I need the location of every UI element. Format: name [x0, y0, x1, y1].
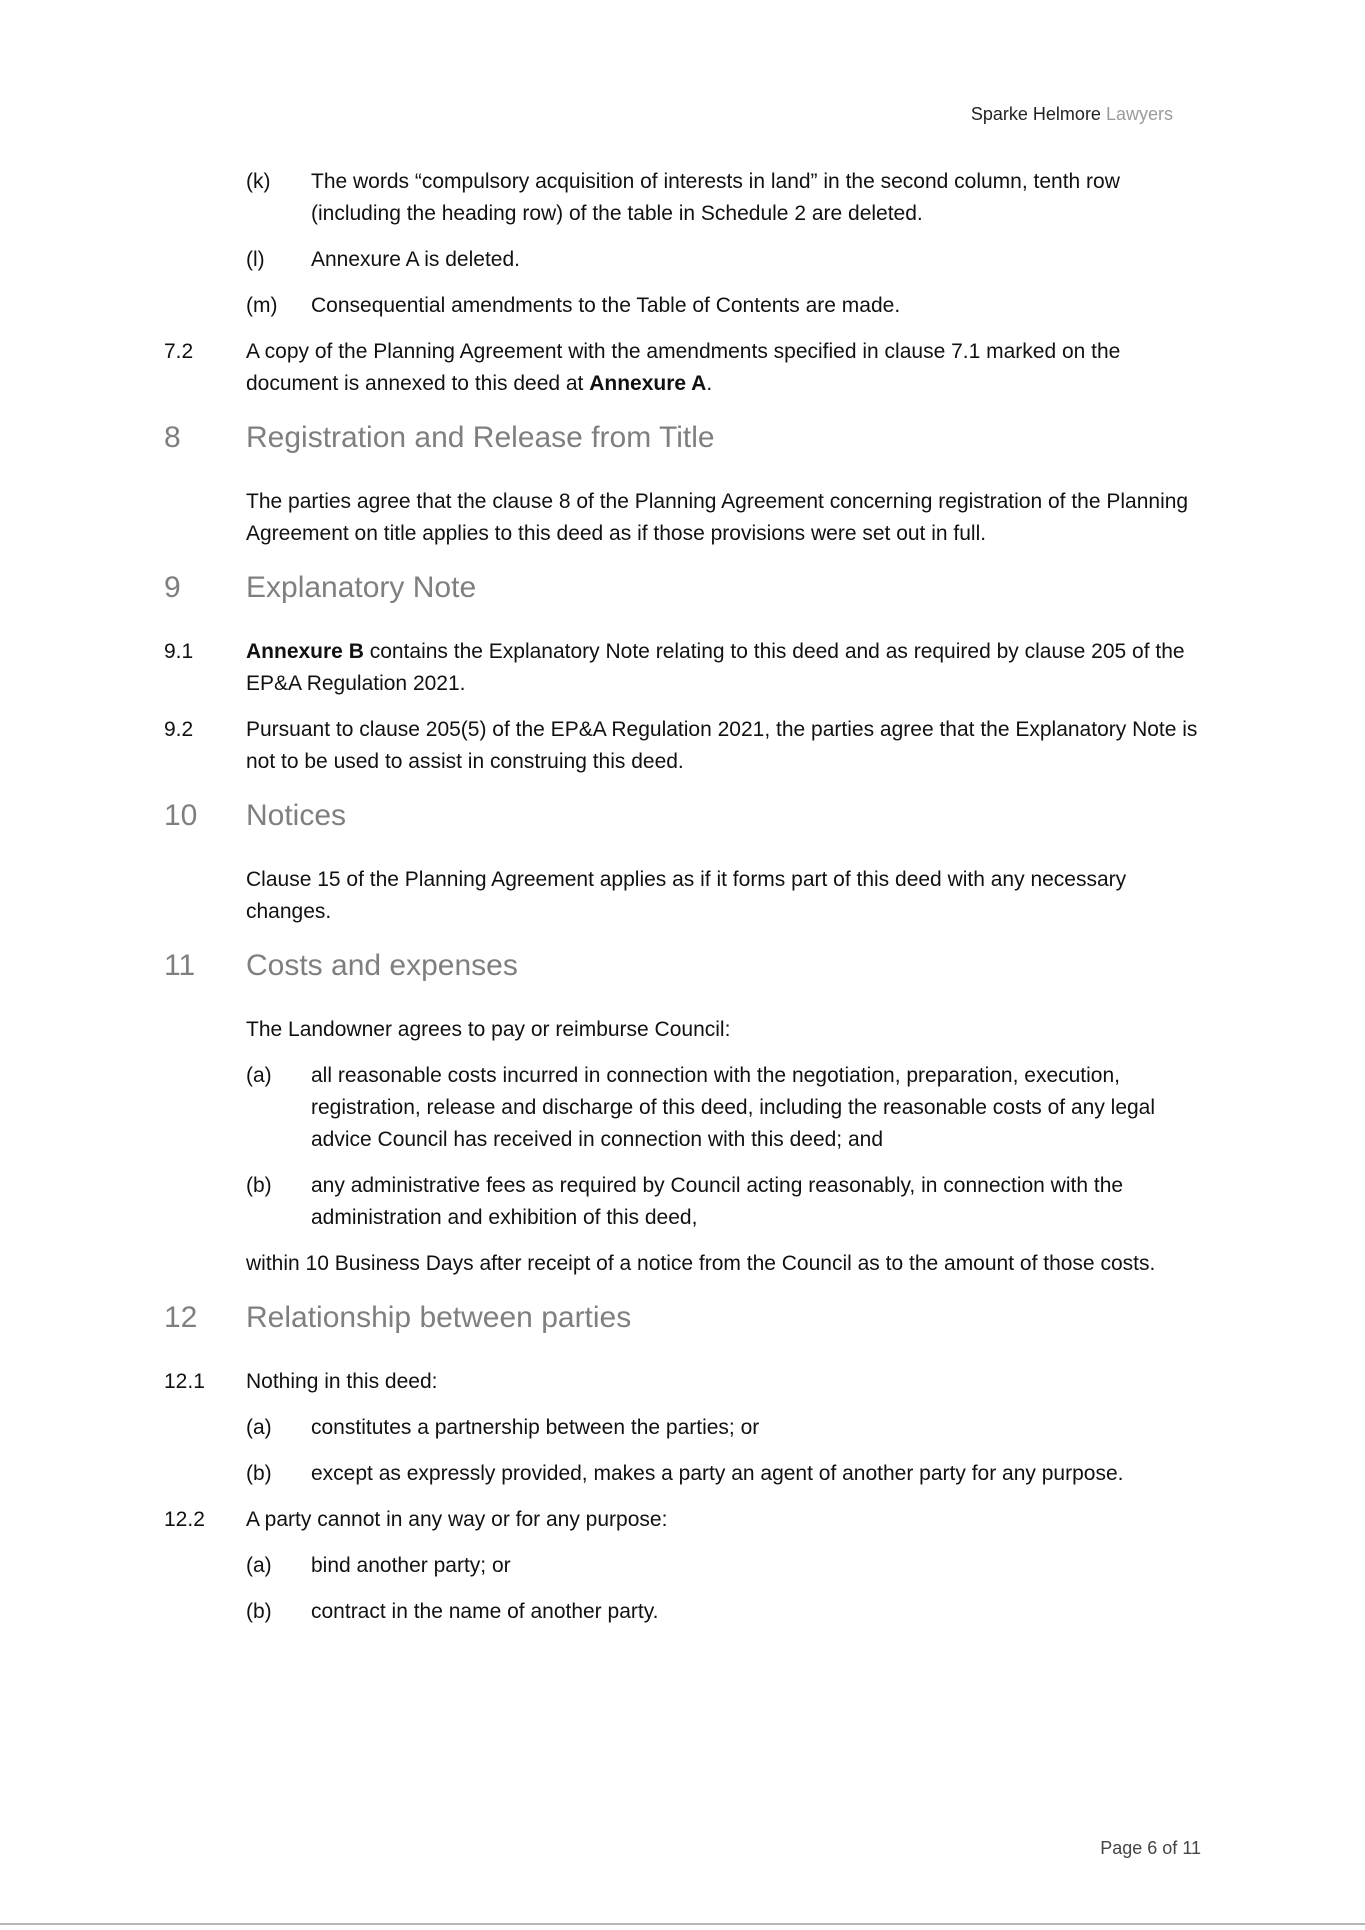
page-header: [971, 104, 1173, 125]
clause-text: Pursuant to clause 205(5) of the EP&A Regulation 2021, the parties agree that the Explanatory Note is not to be used to assist in construing this deed.: [246, 718, 1198, 773]
list-item: [0, 244, 1201, 276]
list-item-label: (a): [246, 1554, 272, 1577]
list-item: [0, 1060, 1201, 1156]
clause-12-2: [0, 1504, 1206, 1536]
list-item-text: The words “compulsory acquisition of interests in land” in the second column, tenth row (including the heading row) of the table in Schedule 2 are deleted.: [311, 170, 1120, 225]
clause-bold-ref: Annexure B: [246, 640, 364, 663]
list-item-label: (k): [246, 170, 271, 193]
list-item-label: (b): [246, 1174, 272, 1197]
list-item-text: except as expressly provided, makes a party an agent of another party for any purpose.: [311, 1462, 1124, 1485]
section-number: 10: [164, 799, 198, 832]
list-item-text: bind another party; or: [311, 1554, 511, 1577]
clause-12-1: [0, 1366, 1206, 1398]
document-body: [0, 166, 1365, 1642]
section-heading: [0, 568, 1365, 608]
clause-7-2: [0, 336, 1206, 400]
list-item-text: Annexure A is deleted.: [311, 248, 520, 271]
list-item-label: (a): [246, 1064, 272, 1087]
list-item-text: constitutes a partnership between the parties; or: [311, 1416, 760, 1439]
header-firm-name: Sparke Helmore: [970, 104, 1101, 124]
list-item: [0, 1550, 1201, 1582]
list-item-label: (l): [246, 248, 265, 271]
section-heading: [0, 946, 1365, 986]
page-bottom-divider: [0, 1923, 1365, 1925]
clause-number: 9.1: [164, 640, 194, 663]
section-intro: The Landowner agrees to pay or reimburse Council:: [246, 1018, 731, 1041]
clause-number: 9.2: [164, 718, 194, 741]
section-title: Costs and expenses: [246, 949, 518, 982]
list-item-label: (b): [246, 1462, 272, 1485]
clause-text-end: .: [706, 372, 713, 395]
section-number: 8: [164, 421, 181, 454]
list-item: [0, 166, 1201, 230]
header-firm-suffix: Lawyers: [1105, 104, 1173, 124]
section-heading: [0, 1298, 1365, 1338]
list-item: [0, 1596, 1201, 1628]
section-number: 12: [164, 1301, 198, 1334]
list-item-text: all reasonable costs incurred in connection with the negotiation, preparation, execution, registration, release and discharge of this deed, including the reasonable costs of any legal advice Council has received in connection with this deed; and: [311, 1064, 1156, 1151]
list-item: [0, 1412, 1201, 1444]
list-item: [0, 290, 1201, 322]
list-item-label: (m): [246, 294, 278, 317]
clause-bold-ref: Annexure A: [589, 372, 707, 395]
list-item-text: contract in the name of another party.: [311, 1600, 659, 1623]
section-outro: within 10 Business Days after receipt of a notice from the Council as to the amount of those costs.: [246, 1252, 1156, 1275]
clause-number: 12.1: [164, 1370, 205, 1393]
clause-number: 7.2: [164, 340, 194, 363]
list-item-text: any administrative fees as required by Council acting reasonably, in connection with the administration and exhibition of this deed,: [311, 1174, 1124, 1229]
list-item-label: (a): [246, 1416, 272, 1439]
section-number: 9: [164, 571, 181, 604]
section-title: Notices: [246, 799, 347, 832]
section-number: 11: [164, 949, 196, 982]
clause-text: A party cannot in any way or for any purpose:: [246, 1508, 668, 1531]
section-title: Registration and Release from Title: [246, 421, 715, 454]
section-heading: [0, 796, 1365, 836]
section-body: The parties agree that the clause 8 of the Planning Agreement concerning registration of the Planning Agreement on title applies to this deed as if those provisions were set out in full.: [246, 490, 1189, 545]
clause-text: A copy of the Planning Agreement with the amendments specified in clause 7.1 marked on the document is annexed to this deed at: [246, 340, 1121, 395]
list-item: [0, 1170, 1201, 1234]
clause-9-1: [0, 636, 1206, 700]
clause-text: Nothing in this deed:: [246, 1370, 438, 1393]
clause-text: contains the Explanatory Note relating to this deed and as required by clause 205 of the EP&A Regulation 2021.: [246, 640, 1185, 695]
list-item: [0, 1458, 1201, 1490]
section-title: Explanatory Note: [246, 571, 477, 604]
clause-number: 12.2: [164, 1508, 205, 1531]
list-item-text: Consequential amendments to the Table of Contents are made.: [311, 294, 901, 317]
page-number: Page 6 of 11: [1100, 1838, 1201, 1858]
section-heading: [0, 418, 1365, 458]
list-item-label: (b): [246, 1600, 272, 1623]
clause-9-2: [0, 714, 1206, 778]
section-body: Clause 15 of the Planning Agreement applies as if it forms part of this deed with any necessary changes.: [246, 868, 1127, 923]
section-title: Relationship between parties: [246, 1301, 632, 1334]
